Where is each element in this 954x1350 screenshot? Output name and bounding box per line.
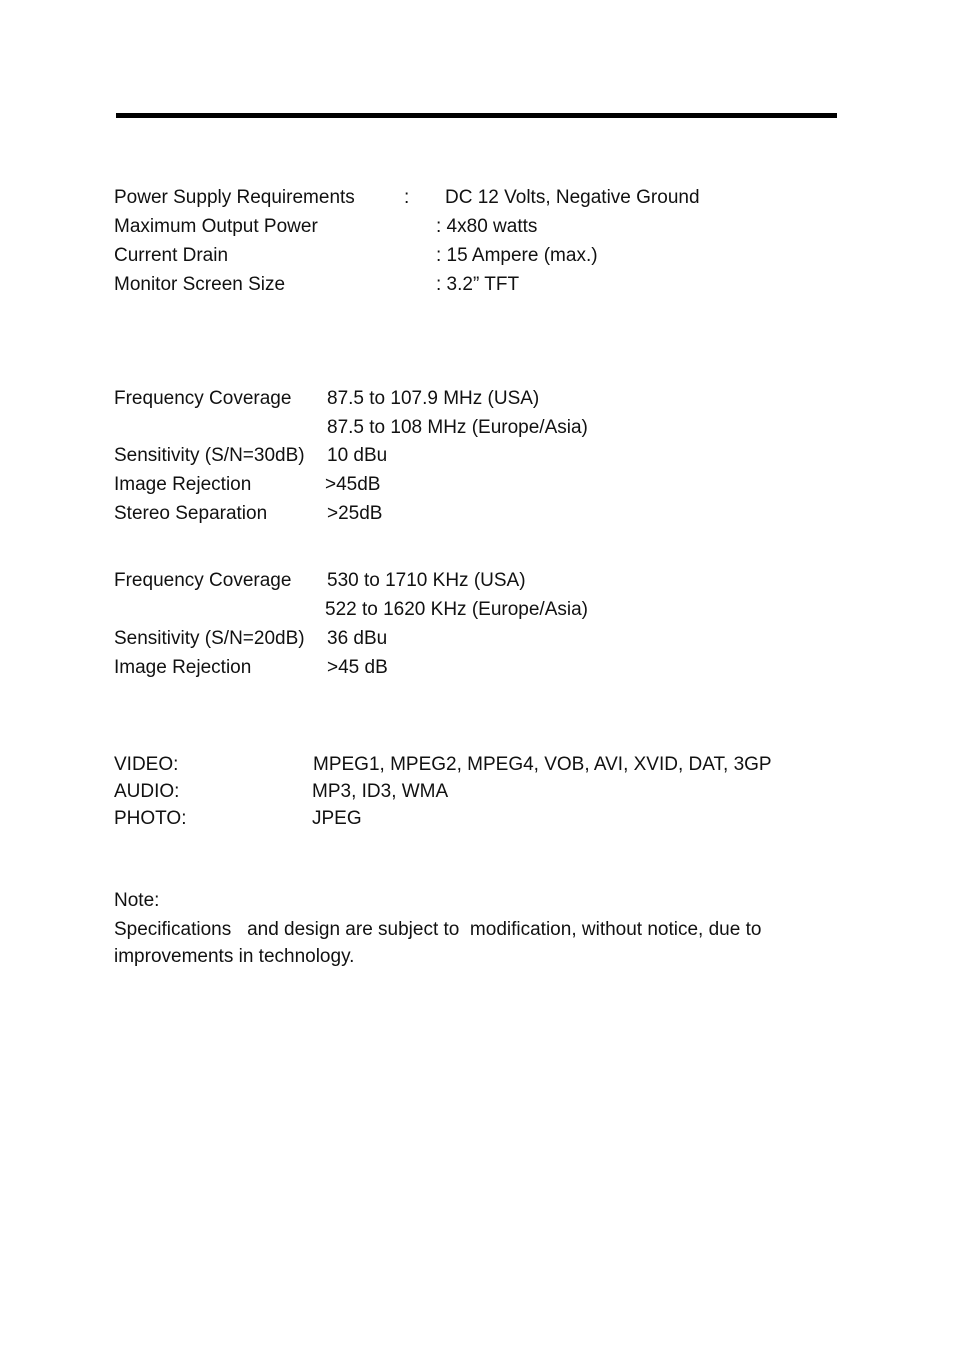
fm-label-frequency: Frequency Coverage [114, 388, 292, 409]
fm-value-stereo-separation: >25dB [327, 503, 383, 524]
fm-value-sensitivity: 10 dBu [327, 445, 388, 466]
am-label-image-rejection: Image Rejection [114, 657, 252, 678]
format-label-video: VIDEO: [114, 754, 179, 775]
format-value-audio: MP3, ID3, WMA [312, 781, 449, 802]
fm-label-sensitivity: Sensitivity (S/N=30dB) [114, 445, 305, 466]
fm-value-frequency-europe: 87.5 to 108 MHz (Europe/Asia) [327, 417, 588, 438]
spec-value-screen-size: : 3.2” TFT [436, 274, 520, 295]
spec-label-power-supply: Power Supply Requirements [114, 187, 355, 208]
format-label-photo: PHOTO: [114, 808, 187, 829]
spec-value-power-supply: DC 12 Volts, Negative Ground [445, 187, 700, 208]
fm-value-frequency-usa: 87.5 to 107.9 MHz (USA) [327, 388, 540, 409]
am-value-frequency-usa: 530 to 1710 KHz (USA) [327, 570, 526, 591]
fm-value-image-rejection: >45dB [325, 474, 381, 495]
note-body: Specifications and design are subject to modification, without notice, due to improvements in technology. [114, 919, 767, 967]
spec-label-screen-size: Monitor Screen Size [114, 274, 286, 295]
am-label-sensitivity: Sensitivity (S/N=20dB) [114, 628, 305, 649]
spec-value-max-output: : 4x80 watts [436, 216, 538, 237]
fm-label-image-rejection: Image Rejection [114, 474, 252, 495]
am-value-image-rejection: >45 dB [327, 657, 388, 678]
spec-label-current-drain: Current Drain [114, 245, 229, 266]
am-value-sensitivity: 36 dBu [327, 628, 388, 649]
format-value-photo: JPEG [312, 808, 362, 829]
fm-label-stereo-separation: Stereo Separation [114, 503, 268, 524]
format-value-video: MPEG1, MPEG2, MPEG4, VOB, AVI, XVID, DAT, 3GP [313, 754, 772, 775]
header-rule [116, 113, 837, 118]
format-label-audio: AUDIO: [114, 781, 180, 802]
spec-label-max-output: Maximum Output Power [114, 216, 318, 237]
spec-value-current-drain: : 15 Ampere (max.) [436, 245, 598, 266]
am-label-frequency: Frequency Coverage [114, 570, 292, 591]
note-title: Note: [114, 890, 160, 911]
spec-separator: : [404, 187, 410, 208]
am-value-frequency-europe: 522 to 1620 KHz (Europe/Asia) [325, 599, 588, 620]
